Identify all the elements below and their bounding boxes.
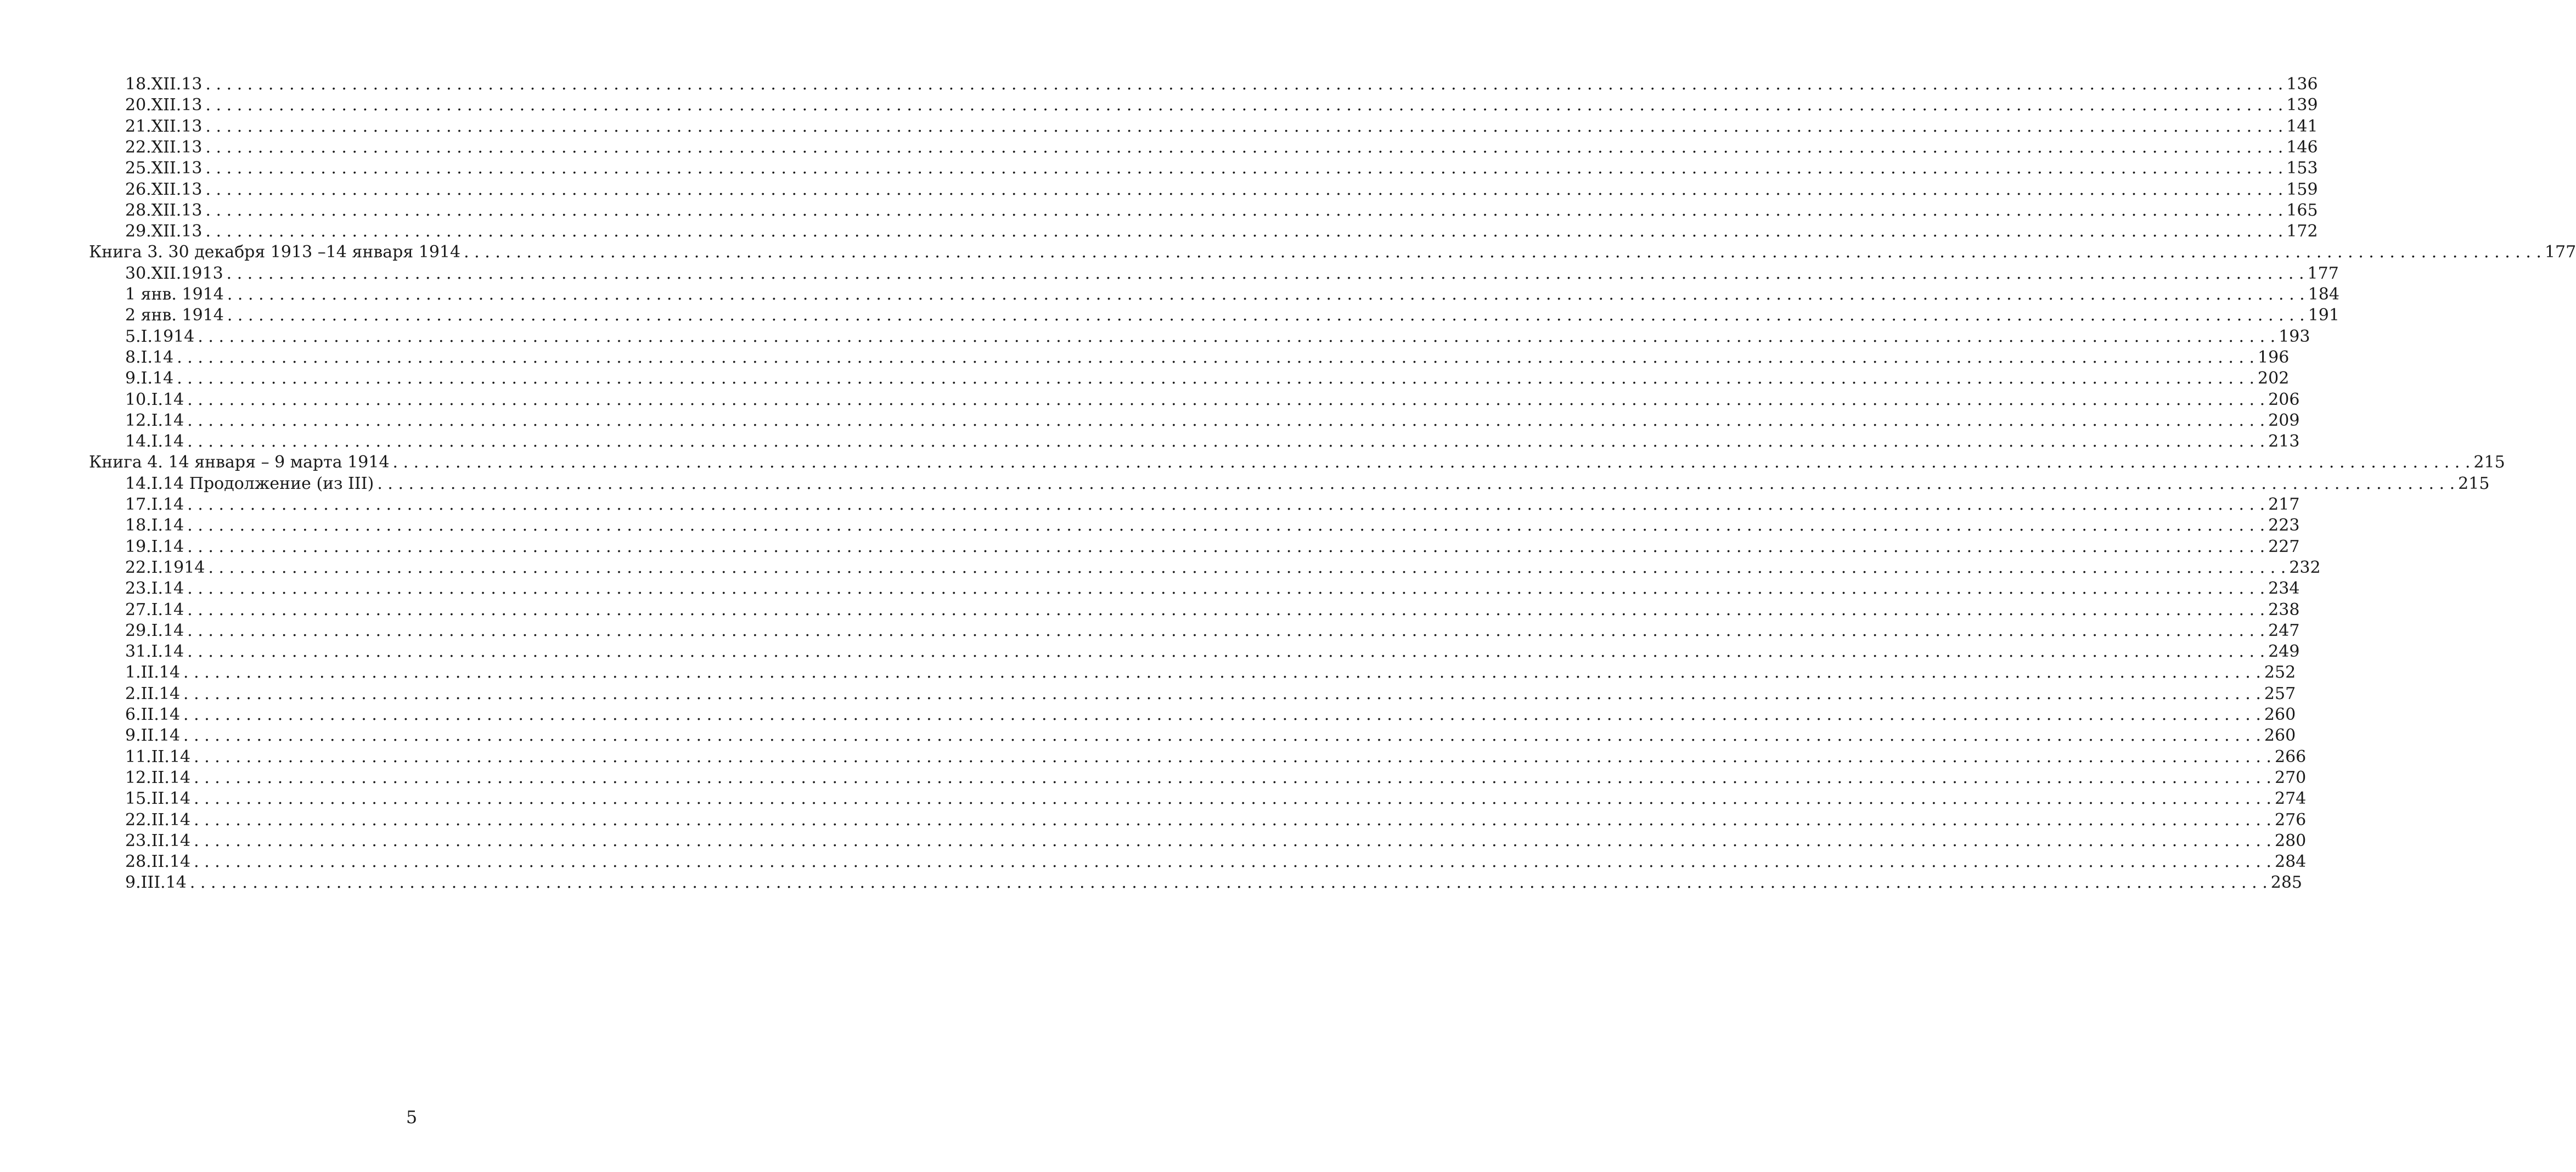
toc-entry[interactable] xyxy=(125,557,2321,578)
toc-dot-leader: . . . . . . . . . . . . . . . . . . . . . . . . . . . . . . . . . . . . . . . . . . . . . . . . . . . . . . . . . . . . . . . . . . . . . . . . . . . . . . . . . . . . . . . . . . . . . . . . . . . . . . . . . . . . . . . . . . . . . . . . . . . . . . . . . . . . . . . . . . . . . . . . . . . . . . . . . . . . . . . . . . . . . . . . . . . . . . . . . . . . . . . . . . . . . . . . . . . . . . . xyxy=(464,243,2541,262)
toc-entry-label: 20.XII.13 xyxy=(125,95,203,115)
toc-entry-label: 12.I.14 xyxy=(125,411,184,430)
toc-entry[interactable] xyxy=(125,390,2300,410)
toc-entry[interactable] xyxy=(125,725,2296,746)
toc-entry[interactable] xyxy=(125,326,2310,347)
toc-entry-page: 280 xyxy=(2274,831,2307,850)
toc-entry[interactable] xyxy=(125,305,2339,326)
toc-dot-leader: . . . . . . . . . . . . . . . . . . . . . . . . . . . . . . . . . . . . . . . . . . . . . . . . . . . . . . . . . . . . . . . . . . . . . . . . . . . . . . . . . . . . . . . . . . . . . . . . . . . . . . . . . . . . . . . . . . . . . . . . . . . . . . . . . . . . . . . . . . . . . . . . . . . . . . . . . . . . . . . . . . . . . . . . . . . . . . . . . . . . . . . . . . . . . . . . . . . . . . . xyxy=(194,768,2271,787)
toc-dot-leader: . . . . . . . . . . . . . . . . . . . . . . . . . . . . . . . . . . . . . . . . . . . . . . . . . . . . . . . . . . . . . . . . . . . . . . . . . . . . . . . . . . . . . . . . . . . . . . . . . . . . . . . . . . . . . . . . . . . . . . . . . . . . . . . . . . . . . . . . . . . . . . . . . . . . . . . . . . . . . . . . . . . . . . . . . . . . . . . . . . . . . . . . . . . . . . . . . . . . . . . xyxy=(187,642,2265,661)
toc-entry-label: 22.XII.13 xyxy=(125,138,203,157)
toc-dot-leader: . . . . . . . . . . . . . . . . . . . . . . . . . . . . . . . . . . . . . . . . . . . . . . . . . . . . . . . . . . . . . . . . . . . . . . . . . . . . . . . . . . . . . . . . . . . . . . . . . . . . . . . . . . . . . . . . . . . . . . . . . . . . . . . . . . . . . . . . . . . . . . . . . . . . . . . . . . . . . . . . . . . . . . . . . . . . . . . . . . . . . . . . . . . . . . . . . . . . . . . xyxy=(187,432,2265,451)
toc-entry-page: 270 xyxy=(2274,768,2307,787)
toc-entry[interactable] xyxy=(125,137,2318,158)
toc-entry-label: 21.XII.13 xyxy=(125,117,203,136)
toc-dot-leader: . . . . . . . . . . . . . . . . . . . . . . . . . . . . . . . . . . . . . . . . . . . . . . . . . . . . . . . . . . . . . . . . . . . . . . . . . . . . . . . . . . . . . . . . . . . . . . . . . . . . . . . . . . . . . . . . . . . . . . . . . . . . . . . . . . . . . . . . . . . . . . . . . . . . . . . . . . . . . . . . . . . . . . . . . . . . . . . . . . . . . . . . . . . . . . . . . . . . . . . xyxy=(183,726,2261,745)
toc-entry-page: 191 xyxy=(2308,306,2339,325)
toc-entry-label: 23.II.14 xyxy=(125,831,191,850)
toc-dot-leader: . . . . . . . . . . . . . . . . . . . . . . . . . . . . . . . . . . . . . . . . . . . . . . . . . . . . . . . . . . . . . . . . . . . . . . . . . . . . . . . . . . . . . . . . . . . . . . . . . . . . . . . . . . . . . . . . . . . . . . . . . . . . . . . . . . . . . . . . . . . . . . . . . . . . . . . . . . . . . . . . . . . . . . . . . . . . . . . . . . . . . . . . . . . . . . . . . . . . . . . xyxy=(194,747,2271,767)
toc-dot-leader: . . . . . . . . . . . . . . . . . . . . . . . . . . . . . . . . . . . . . . . . . . . . . . . . . . . . . . . . . . . . . . . . . . . . . . . . . . . . . . . . . . . . . . . . . . . . . . . . . . . . . . . . . . . . . . . . . . . . . . . . . . . . . . . . . . . . . . . . . . . . . . . . . . . . . . . . . . . . . . . . . . . . . . . . . . . . . . . . . . . . . . . . . . . . . . . . . . . . . . . xyxy=(194,831,2271,850)
toc-dot-leader: . . . . . . . . . . . . . . . . . . . . . . . . . . . . . . . . . . . . . . . . . . . . . . . . . . . . . . . . . . . . . . . . . . . . . . . . . . . . . . . . . . . . . . . . . . . . . . . . . . . . . . . . . . . . . . . . . . . . . . . . . . . . . . . . . . . . . . . . . . . . . . . . . . . . . . . . . . . . . . . . . . . . . . . . . . . . . . . . . . . . . . . . . . . . . . . . . . . . . . . xyxy=(187,390,2265,409)
toc-entry-label: 15.II.14 xyxy=(125,789,191,808)
toc-dot-leader: . . . . . . . . . . . . . . . . . . . . . . . . . . . . . . . . . . . . . . . . . . . . . . . . . . . . . . . . . . . . . . . . . . . . . . . . . . . . . . . . . . . . . . . . . . . . . . . . . . . . . . . . . . . . . . . . . . . . . . . . . . . . . . . . . . . . . . . . . . . . . . . . . . . . . . . . . . . . . . . . . . . . . . . . . . . . . . . . . . . . . . . . . . . . . . . . . . . . . . . xyxy=(227,285,2305,304)
toc-entry-page: 274 xyxy=(2274,789,2307,808)
toc-dot-leader: . . . . . . . . . . . . . . . . . . . . . . . . . . . . . . . . . . . . . . . . . . . . . . . . . . . . . . . . . . . . . . . . . . . . . . . . . . . . . . . . . . . . . . . . . . . . . . . . . . . . . . . . . . . . . . . . . . . . . . . . . . . . . . . . . . . . . . . . . . . . . . . . . . . . . . . . . . . . . . . . . . . . . . . . . . . . . . . . . . . . . . . . . . . . . . . . . . . . . . . xyxy=(183,705,2261,724)
toc-entry-page: 232 xyxy=(2289,558,2321,577)
toc-entry[interactable] xyxy=(125,537,2300,557)
toc-dot-leader: . . . . . . . . . . . . . . . . . . . . . . . . . . . . . . . . . . . . . . . . . . . . . . . . . . . . . . . . . . . . . . . . . . . . . . . . . . . . . . . . . . . . . . . . . . . . . . . . . . . . . . . . . . . . . . . . . . . . . . . . . . . . . . . . . . . . . . . . . . . . . . . . . . . . . . . . . . . . . . . . . . . . . . . . . . . . . . . . . . . . . . . . . . . . . . . . . . . . . . . xyxy=(177,369,2255,388)
toc-dot-leader: . . . . . . . . . . . . . . . . . . . . . . . . . . . . . . . . . . . . . . . . . . . . . . . . . . . . . . . . . . . . . . . . . . . . . . . . . . . . . . . . . . . . . . . . . . . . . . . . . . . . . . . . . . . . . . . . . . . . . . . . . . . . . . . . . . . . . . . . . . . . . . . . . . . . . . . . . . . . . . . . . . . . . . . . . . . . . . . . . . . . . . . . . . . . . . . . . . . . . . . xyxy=(377,474,2455,493)
toc-entry[interactable] xyxy=(125,116,2318,137)
toc-entry-label: 22.I.1914 xyxy=(125,558,205,577)
toc-dot-leader: . . . . . . . . . . . . . . . . . . . . . . . . . . . . . . . . . . . . . . . . . . . . . . . . . . . . . . . . . . . . . . . . . . . . . . . . . . . . . . . . . . . . . . . . . . . . . . . . . . . . . . . . . . . . . . . . . . . . . . . . . . . . . . . . . . . . . . . . . . . . . . . . . . . . . . . . . . . . . . . . . . . . . . . . . . . . . . . . . . . . . . . . . . . . . . . . . . . . . . . xyxy=(187,600,2265,619)
toc-entry-page: 252 xyxy=(2264,663,2296,682)
toc-entry-label: 18.XII.13 xyxy=(125,75,203,94)
toc-dot-leader: . . . . . . . . . . . . . . . . . . . . . . . . . . . . . . . . . . . . . . . . . . . . . . . . . . . . . . . . . . . . . . . . . . . . . . . . . . . . . . . . . . . . . . . . . . . . . . . . . . . . . . . . . . . . . . . . . . . . . . . . . . . . . . . . . . . . . . . . . . . . . . . . . . . . . . . . . . . . . . . . . . . . . . . . . . . . . . . . . . . . . . . . . . . . . . . . . . . . . . . xyxy=(189,873,2268,892)
toc-entry-label: 11.II.14 xyxy=(125,747,191,767)
toc-dot-leader: . . . . . . . . . . . . . . . . . . . . . . . . . . . . . . . . . . . . . . . . . . . . . . . . . . . . . . . . . . . . . . . . . . . . . . . . . . . . . . . . . . . . . . . . . . . . . . . . . . . . . . . . . . . . . . . . . . . . . . . . . . . . . . . . . . . . . . . . . . . . . . . . . . . . . . . . . . . . . . . . . . . . . . . . . . . . . . . . . . . . . . . . . . . . . . . . . . . . . . . xyxy=(187,516,2265,535)
toc-dot-leader: . . . . . . . . . . . . . . . . . . . . . . . . . . . . . . . . . . . . . . . . . . . . . . . . . . . . . . . . . . . . . . . . . . . . . . . . . . . . . . . . . . . . . . . . . . . . . . . . . . . . . . . . . . . . . . . . . . . . . . . . . . . . . . . . . . . . . . . . . . . . . . . . . . . . . . . . . . . . . . . . . . . . . . . . . . . . . . . . . . . . . . . . . . . . . . . . . . . . . . . xyxy=(392,453,2471,472)
toc-dot-leader: . . . . . . . . . . . . . . . . . . . . . . . . . . . . . . . . . . . . . . . . . . . . . . . . . . . . . . . . . . . . . . . . . . . . . . . . . . . . . . . . . . . . . . . . . . . . . . . . . . . . . . . . . . . . . . . . . . . . . . . . . . . . . . . . . . . . . . . . . . . . . . . . . . . . . . . . . . . . . . . . . . . . . . . . . . . . . . . . . . . . . . . . . . . . . . . . . . . . . . . xyxy=(187,411,2265,430)
toc-dot-leader: . . . . . . . . . . . . . . . . . . . . . . . . . . . . . . . . . . . . . . . . . . . . . . . . . . . . . . . . . . . . . . . . . . . . . . . . . . . . . . . . . . . . . . . . . . . . . . . . . . . . . . . . . . . . . . . . . . . . . . . . . . . . . . . . . . . . . . . . . . . . . . . . . . . . . . . . . . . . . . . . . . . . . . . . . . . . . . . . . . . . . . . . . . . . . . . . . . . . . . . xyxy=(187,579,2265,598)
toc-entry[interactable] xyxy=(125,515,2300,536)
toc-entry-page: 238 xyxy=(2268,600,2300,619)
toc-dot-leader: . . . . . . . . . . . . . . . . . . . . . . . . . . . . . . . . . . . . . . . . . . . . . . . . . . . . . . . . . . . . . . . . . . . . . . . . . . . . . . . . . . . . . . . . . . . . . . . . . . . . . . . . . . . . . . . . . . . . . . . . . . . . . . . . . . . . . . . . . . . . . . . . . . . . . . . . . . . . . . . . . . . . . . . . . . . . . . . . . . . . . . . . . . . . . . . . . . . . . . . xyxy=(205,180,2283,199)
toc-entry-label: 9.III.14 xyxy=(125,873,187,892)
toc-entry-label: 28.II.14 xyxy=(125,852,191,871)
toc-entry-page: 215 xyxy=(2458,474,2490,493)
toc-entry-label: 17.I.14 xyxy=(125,495,184,514)
toc-dot-leader: . . . . . . . . . . . . . . . . . . . . . . . . . . . . . . . . . . . . . . . . . . . . . . . . . . . . . . . . . . . . . . . . . . . . . . . . . . . . . . . . . . . . . . . . . . . . . . . . . . . . . . . . . . . . . . . . . . . . . . . . . . . . . . . . . . . . . . . . . . . . . . . . . . . . . . . . . . . . . . . . . . . . . . . . . . . . . . . . . . . . . . . . . . . . . . . . . . . . . . . xyxy=(187,537,2265,556)
toc-entry-label: 22.II.14 xyxy=(125,810,191,830)
toc-entry-page: 276 xyxy=(2274,810,2307,830)
toc-entry[interactable] xyxy=(125,747,2307,768)
toc-entry-label: 6.II.14 xyxy=(125,705,181,724)
toc-entry-label: 28.XII.13 xyxy=(125,201,203,220)
toc-dot-leader: . . . . . . . . . . . . . . . . . . . . . . . . . . . . . . . . . . . . . . . . . . . . . . . . . . . . . . . . . . . . . . . . . . . . . . . . . . . . . . . . . . . . . . . . . . . . . . . . . . . . . . . . . . . . . . . . . . . . . . . . . . . . . . . . . . . . . . . . . . . . . . . . . . . . . . . . . . . . . . . . . . . . . . . . . . . . . . . . . . . . . . . . . . . . . . . . . . . . . . . xyxy=(187,621,2265,640)
toc-entry-page: 249 xyxy=(2268,642,2300,661)
toc-entry[interactable] xyxy=(125,179,2318,200)
toc-section-heading[interactable] xyxy=(89,242,2576,263)
toc-entry-page: 184 xyxy=(2308,285,2339,304)
toc-entry[interactable] xyxy=(125,494,2300,515)
toc-entry-label: Книга 3. 30 декабря 1913 –14 января 1914 xyxy=(89,243,461,262)
toc-entry-page: 266 xyxy=(2274,747,2307,767)
toc-entry-page: 202 xyxy=(2258,369,2290,388)
toc-entry-page: 165 xyxy=(2286,201,2318,220)
page-number: 5 xyxy=(406,1107,418,1128)
toc-entry-page: 136 xyxy=(2286,75,2318,94)
toc-entry-label: 18.I.14 xyxy=(125,516,184,535)
toc-dot-leader: . . . . . . . . . . . . . . . . . . . . . . . . . . . . . . . . . . . . . . . . . . . . . . . . . . . . . . . . . . . . . . . . . . . . . . . . . . . . . . . . . . . . . . . . . . . . . . . . . . . . . . . . . . . . . . . . . . . . . . . . . . . . . . . . . . . . . . . . . . . . . . . . . . . . . . . . . . . . . . . . . . . . . . . . . . . . . . . . . . . . . . . . . . . . . . . . . . . . . . . xyxy=(205,222,2283,241)
toc-entry-label: 23.I.14 xyxy=(125,579,184,598)
toc-entry-page: 153 xyxy=(2286,159,2318,178)
toc-entry-label: 1 янв. 1914 xyxy=(125,285,224,304)
toc-entry[interactable] xyxy=(125,474,2490,494)
toc-entry-label: 5.I.1914 xyxy=(125,327,195,346)
toc-entry[interactable] xyxy=(125,158,2318,179)
toc-entry[interactable] xyxy=(125,872,2303,893)
toc-entry-label: 30.XII.1913 xyxy=(125,264,223,283)
toc-section-heading[interactable] xyxy=(89,452,2505,473)
toc-entry-page: 159 xyxy=(2286,180,2318,199)
toc-dot-leader: . . . . . . . . . . . . . . . . . . . . . . . . . . . . . . . . . . . . . . . . . . . . . . . . . . . . . . . . . . . . . . . . . . . . . . . . . . . . . . . . . . . . . . . . . . . . . . . . . . . . . . . . . . . . . . . . . . . . . . . . . . . . . . . . . . . . . . . . . . . . . . . . . . . . . . . . . . . . . . . . . . . . . . . . . . . . . . . . . . . . . . . . . . . . . . . . . . . . . . . xyxy=(205,201,2283,220)
toc-dot-leader: . . . . . . . . . . . . . . . . . . . . . . . . . . . . . . . . . . . . . . . . . . . . . . . . . . . . . . . . . . . . . . . . . . . . . . . . . . . . . . . . . . . . . . . . . . . . . . . . . . . . . . . . . . . . . . . . . . . . . . . . . . . . . . . . . . . . . . . . . . . . . . . . . . . . . . . . . . . . . . . . . . . . . . . . . . . . . . . . . . . . . . . . . . . . . . . . . . . . . . . xyxy=(194,852,2271,871)
toc-entry[interactable] xyxy=(125,578,2300,599)
toc-entry[interactable] xyxy=(125,368,2290,389)
toc-entry[interactable] xyxy=(125,831,2307,852)
toc-entry-label: 31.I.14 xyxy=(125,642,184,661)
toc-entry-label: 27.I.14 xyxy=(125,600,184,619)
toc-dot-leader: . . . . . . . . . . . . . . . . . . . . . . . . . . . . . . . . . . . . . . . . . . . . . . . . . . . . . . . . . . . . . . . . . . . . . . . . . . . . . . . . . . . . . . . . . . . . . . . . . . . . . . . . . . . . . . . . . . . . . . . . . . . . . . . . . . . . . . . . . . . . . . . . . . . . . . . . . . . . . . . . . . . . . . . . . . . . . . . . . . . . . . . . . . . . . . . . . . . . . . . xyxy=(205,95,2283,115)
toc-entry-page: 193 xyxy=(2279,327,2310,346)
toc-entry[interactable] xyxy=(125,788,2307,809)
toc-entry-page: 285 xyxy=(2270,873,2303,892)
toc-entry[interactable] xyxy=(125,74,2318,95)
toc-dot-leader: . . . . . . . . . . . . . . . . . . . . . . . . . . . . . . . . . . . . . . . . . . . . . . . . . . . . . . . . . . . . . . . . . . . . . . . . . . . . . . . . . . . . . . . . . . . . . . . . . . . . . . . . . . . . . . . . . . . . . . . . . . . . . . . . . . . . . . . . . . . . . . . . . . . . . . . . . . . . . . . . . . . . . . . . . . . . . . . . . . . . . . . . . . . . . . . . . . . . . . . xyxy=(226,264,2304,283)
toc-entry-label: 2 янв. 1914 xyxy=(125,306,224,325)
toc-dot-leader: . . . . . . . . . . . . . . . . . . . . . . . . . . . . . . . . . . . . . . . . . . . . . . . . . . . . . . . . . . . . . . . . . . . . . . . . . . . . . . . . . . . . . . . . . . . . . . . . . . . . . . . . . . . . . . . . . . . . . . . . . . . . . . . . . . . . . . . . . . . . . . . . . . . . . . . . . . . . . . . . . . . . . . . . . . . . . . . . . . . . . . . . . . . . . . . . . . . . . . . xyxy=(227,306,2305,325)
toc-entry-label: 12.II.14 xyxy=(125,768,191,787)
toc-entry-label: 9.I.14 xyxy=(125,369,174,388)
toc-dot-leader: . . . . . . . . . . . . . . . . . . . . . . . . . . . . . . . . . . . . . . . . . . . . . . . . . . . . . . . . . . . . . . . . . . . . . . . . . . . . . . . . . . . . . . . . . . . . . . . . . . . . . . . . . . . . . . . . . . . . . . . . . . . . . . . . . . . . . . . . . . . . . . . . . . . . . . . . . . . . . . . . . . . . . . . . . . . . . . . . . . . . . . . . . . . . . . . . . . . . . . . xyxy=(205,117,2283,136)
toc-entry-page: 209 xyxy=(2268,411,2300,430)
toc-dot-leader: . . . . . . . . . . . . . . . . . . . . . . . . . . . . . . . . . . . . . . . . . . . . . . . . . . . . . . . . . . . . . . . . . . . . . . . . . . . . . . . . . . . . . . . . . . . . . . . . . . . . . . . . . . . . . . . . . . . . . . . . . . . . . . . . . . . . . . . . . . . . . . . . . . . . . . . . . . . . . . . . . . . . . . . . . . . . . . . . . . . . . . . . . . . . . . . . . . . . . . . xyxy=(205,159,2283,178)
toc-entry-label: Книга 4. 14 января – 9 марта 1914 xyxy=(89,453,390,472)
toc-entry-label: 25.XII.13 xyxy=(125,159,203,178)
toc-dot-leader: . . . . . . . . . . . . . . . . . . . . . . . . . . . . . . . . . . . . . . . . . . . . . . . . . . . . . . . . . . . . . . . . . . . . . . . . . . . . . . . . . . . . . . . . . . . . . . . . . . . . . . . . . . . . . . . . . . . . . . . . . . . . . . . . . . . . . . . . . . . . . . . . . . . . . . . . . . . . . . . . . . . . . . . . . . . . . . . . . . . . . . . . . . . . . . . . . . . . . . . xyxy=(183,684,2261,703)
toc-dot-leader: . . . . . . . . . . . . . . . . . . . . . . . . . . . . . . . . . . . . . . . . . . . . . . . . . . . . . . . . . . . . . . . . . . . . . . . . . . . . . . . . . . . . . . . . . . . . . . . . . . . . . . . . . . . . . . . . . . . . . . . . . . . . . . . . . . . . . . . . . . . . . . . . . . . . . . . . . . . . . . . . . . . . . . . . . . . . . . . . . . . . . . . . . . . . . . . . . . . . . . . xyxy=(177,348,2255,367)
toc-entry[interactable] xyxy=(125,641,2300,662)
toc-entry[interactable] xyxy=(125,410,2300,431)
toc-dot-leader: . . . . . . . . . . . . . . . . . . . . . . . . . . . . . . . . . . . . . . . . . . . . . . . . . . . . . . . . . . . . . . . . . . . . . . . . . . . . . . . . . . . . . . . . . . . . . . . . . . . . . . . . . . . . . . . . . . . . . . . . . . . . . . . . . . . . . . . . . . . . . . . . . . . . . . . . . . . . . . . . . . . . . . . . . . . . . . . . . . . . . . . . . . . . . . . . . . . . . . . xyxy=(205,75,2283,94)
toc-entry-label: 2.II.14 xyxy=(125,684,181,703)
toc-entry[interactable] xyxy=(125,600,2300,621)
toc-entry-page: 141 xyxy=(2286,117,2318,136)
toc-entry-page: 260 xyxy=(2264,705,2296,724)
toc-entry-label: 29.I.14 xyxy=(125,621,184,640)
toc-entry[interactable] xyxy=(125,200,2318,221)
toc-dot-leader: . . . . . . . . . . . . . . . . . . . . . . . . . . . . . . . . . . . . . . . . . . . . . . . . . . . . . . . . . . . . . . . . . . . . . . . . . . . . . . . . . . . . . . . . . . . . . . . . . . . . . . . . . . . . . . . . . . . . . . . . . . . . . . . . . . . . . . . . . . . . . . . . . . . . . . . . . . . . . . . . . . . . . . . . . . . . . . . . . . . . . . . . . . . . . . . . . . . . . . . xyxy=(183,663,2261,682)
toc-entry[interactable] xyxy=(125,684,2296,705)
toc-entry-page: 227 xyxy=(2268,537,2300,556)
toc-entry-page: 172 xyxy=(2286,222,2318,241)
toc-entry-page: 177 xyxy=(2544,243,2576,262)
toc-entry[interactable] xyxy=(125,705,2296,725)
toc-entry[interactable] xyxy=(125,431,2300,452)
toc-entry[interactable] xyxy=(125,662,2296,683)
toc-entry-page: 257 xyxy=(2264,684,2296,703)
toc-entry[interactable] xyxy=(125,347,2290,368)
toc-dot-leader: . . . . . . . . . . . . . . . . . . . . . . . . . . . . . . . . . . . . . . . . . . . . . . . . . . . . . . . . . . . . . . . . . . . . . . . . . . . . . . . . . . . . . . . . . . . . . . . . . . . . . . . . . . . . . . . . . . . . . . . . . . . . . . . . . . . . . . . . . . . . . . . . . . . . . . . . . . . . . . . . . . . . . . . . . . . . . . . . . . . . . . . . . . . . . . . . . . . . . . . xyxy=(187,495,2265,514)
toc-entry-label: 14.I.14 Продолжение (из III) xyxy=(125,474,374,493)
toc-entry-page: 217 xyxy=(2268,495,2300,514)
toc-entry-page: 260 xyxy=(2264,726,2296,745)
toc-entry[interactable] xyxy=(125,263,2339,284)
toc-entry-page: 146 xyxy=(2286,138,2318,157)
toc-entry-page: 215 xyxy=(2473,453,2505,472)
toc-entry-page: 284 xyxy=(2274,852,2307,871)
toc-entry-page: 139 xyxy=(2286,95,2318,115)
toc-entry[interactable] xyxy=(125,810,2307,831)
toc-dot-leader: . . . . . . . . . . . . . . . . . . . . . . . . . . . . . . . . . . . . . . . . . . . . . . . . . . . . . . . . . . . . . . . . . . . . . . . . . . . . . . . . . . . . . . . . . . . . . . . . . . . . . . . . . . . . . . . . . . . . . . . . . . . . . . . . . . . . . . . . . . . . . . . . . . . . . . . . . . . . . . . . . . . . . . . . . . . . . . . . . . . . . . . . . . . . . . . . . . . . . . . xyxy=(208,558,2286,577)
toc-entry-label: 10.I.14 xyxy=(125,390,184,409)
toc-entry-label: 14.I.14 xyxy=(125,432,184,451)
toc-dot-leader: . . . . . . . . . . . . . . . . . . . . . . . . . . . . . . . . . . . . . . . . . . . . . . . . . . . . . . . . . . . . . . . . . . . . . . . . . . . . . . . . . . . . . . . . . . . . . . . . . . . . . . . . . . . . . . . . . . . . . . . . . . . . . . . . . . . . . . . . . . . . . . . . . . . . . . . . . . . . . . . . . . . . . . . . . . . . . . . . . . . . . . . . . . . . . . . . . . . . . . . xyxy=(198,327,2276,346)
toc-entry[interactable] xyxy=(125,221,2318,242)
toc-entry-page: 247 xyxy=(2268,621,2300,640)
toc-entry-label: 9.II.14 xyxy=(125,726,181,745)
toc-entry-page: 234 xyxy=(2268,579,2300,598)
toc-entry-label: 1.II.14 xyxy=(125,663,181,682)
toc-dot-leader: . . . . . . . . . . . . . . . . . . . . . . . . . . . . . . . . . . . . . . . . . . . . . . . . . . . . . . . . . . . . . . . . . . . . . . . . . . . . . . . . . . . . . . . . . . . . . . . . . . . . . . . . . . . . . . . . . . . . . . . . . . . . . . . . . . . . . . . . . . . . . . . . . . . . . . . . . . . . . . . . . . . . . . . . . . . . . . . . . . . . . . . . . . . . . . . . . . . . . . . xyxy=(194,789,2271,808)
toc-entry[interactable] xyxy=(125,95,2318,116)
toc-entry-label: 29.XII.13 xyxy=(125,222,203,241)
toc-entry[interactable] xyxy=(125,852,2307,872)
toc-dot-leader: . . . . . . . . . . . . . . . . . . . . . . . . . . . . . . . . . . . . . . . . . . . . . . . . . . . . . . . . . . . . . . . . . . . . . . . . . . . . . . . . . . . . . . . . . . . . . . . . . . . . . . . . . . . . . . . . . . . . . . . . . . . . . . . . . . . . . . . . . . . . . . . . . . . . . . . . . . . . . . . . . . . . . . . . . . . . . . . . . . . . . . . . . . . . . . . . . . . . . . . xyxy=(205,138,2283,157)
toc-entry[interactable] xyxy=(125,768,2307,788)
toc-entry-label: 8.I.14 xyxy=(125,348,174,367)
toc-entry-page: 177 xyxy=(2307,264,2339,283)
toc-entry[interactable] xyxy=(125,284,2339,305)
toc-entry-page: 206 xyxy=(2268,390,2300,409)
toc-entry[interactable] xyxy=(125,621,2300,641)
toc-entry-page: 196 xyxy=(2258,348,2290,367)
toc-entry-label: 26.XII.13 xyxy=(125,180,203,199)
toc-dot-leader: . . . . . . . . . . . . . . . . . . . . . . . . . . . . . . . . . . . . . . . . . . . . . . . . . . . . . . . . . . . . . . . . . . . . . . . . . . . . . . . . . . . . . . . . . . . . . . . . . . . . . . . . . . . . . . . . . . . . . . . . . . . . . . . . . . . . . . . . . . . . . . . . . . . . . . . . . . . . . . . . . . . . . . . . . . . . . . . . . . . . . . . . . . . . . . . . . . . . . . . xyxy=(194,810,2271,830)
toc-entry-label: 19.I.14 xyxy=(125,537,184,556)
toc-entry-page: 223 xyxy=(2268,516,2300,535)
toc-entry-page: 213 xyxy=(2268,432,2300,451)
